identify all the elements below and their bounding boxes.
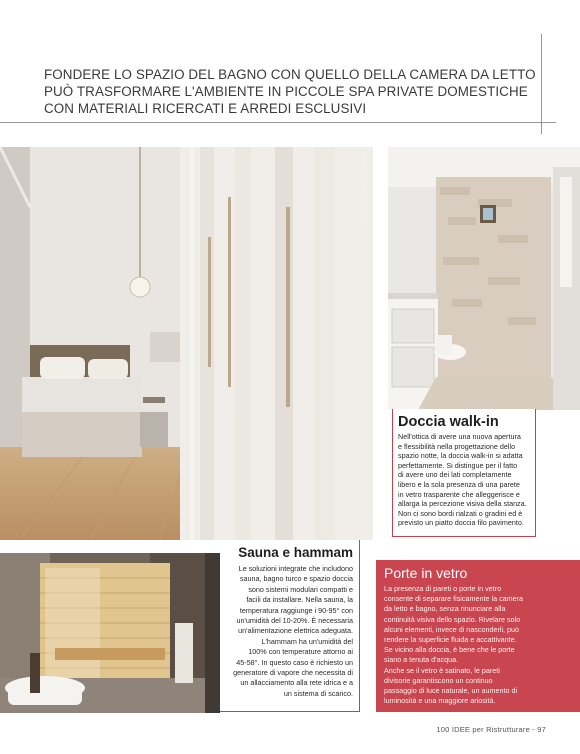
page-footer: 100 IDEE per Ristrutturare - 97 [436,725,546,734]
sauna-photo [0,553,220,713]
porte-text: La presenza di pareti o porte in vetro consente di separare fisicamente la camera da letto e bagno, senza rinunciare alla continuità visiva dello spazio. Rivelare solo alcuni elementi, invece di nasconderli, può rendere la superficie fluida e accattivante. Se vicino alla doccia, è bene che le porte siano a tenuta d'acqua. Anche se il vetro è satinato, le pareti divisorie garantiscono un continuo passaggio di luce naturale, un aumento di luminosità e una maggiore ariosità. [384,584,524,706]
page-header [44,66,544,117]
doccia-title: Doccia walk-in [398,414,499,430]
crop-mark-vertical [541,34,542,134]
porte-in-vetro-box [376,560,580,712]
doccia-text: Nell'ottica di avere una nuova apertura e flessibilità nella progettazione dello spazio notte, la doccia walk-in si adatta perfettamente. Si distingue per il fatto di avere uno dei lati completamente libero e la sola presenza di una parete in vetro trasparente che alleggerisce e allarga la percezione visiva della stanza. Non ci sono bordi rialzati o gradini ed è previsto un piatto doccia filo pavimento. [398,432,527,528]
crop-mark-horizontal [530,122,556,123]
photo-credit: © VALENTINA STEFANELLI [361,150,367,229]
header-rule [0,122,540,123]
bedroom-photo [0,147,373,540]
doccia-walk-in-box [392,409,536,537]
header-line-3: CON MATERIALI RICERCATI E ARREDI ESCLUSIVI [44,101,367,116]
header-line-2: PUÒ TRASFORMARE L'AMBIENTE IN PICCOLE SPA PRIVATE DOMESTICHE [44,84,528,99]
sauna-title: Sauna e hammam [238,545,353,560]
sauna-hammam-box [220,540,360,712]
porte-title: Porte in vetro [384,565,468,581]
shower-photo [388,147,580,410]
header-line-1: FONDERE LO SPAZIO DEL BAGNO CON QUELLO DELLA CAMERA DA LETTO [44,67,536,82]
sauna-text: Le soluzioni integrate che includono sauna, bagno turco e spazio doccia sono sistemi modulari compatti e facili da installare. Nella sauna, la temperatura raggiunge i 90-95° con un'umidità del 10-20%. È necessaria un'alimentazione elettrica adeguata. L'hammam ha un'umidità del 100% con temperature attorno ai 45-58°. In questo caso è richiesto un generatore di vapore che necessita di un allacciamento alla rete idrica e a un sistema di scarico. [233,564,353,698]
